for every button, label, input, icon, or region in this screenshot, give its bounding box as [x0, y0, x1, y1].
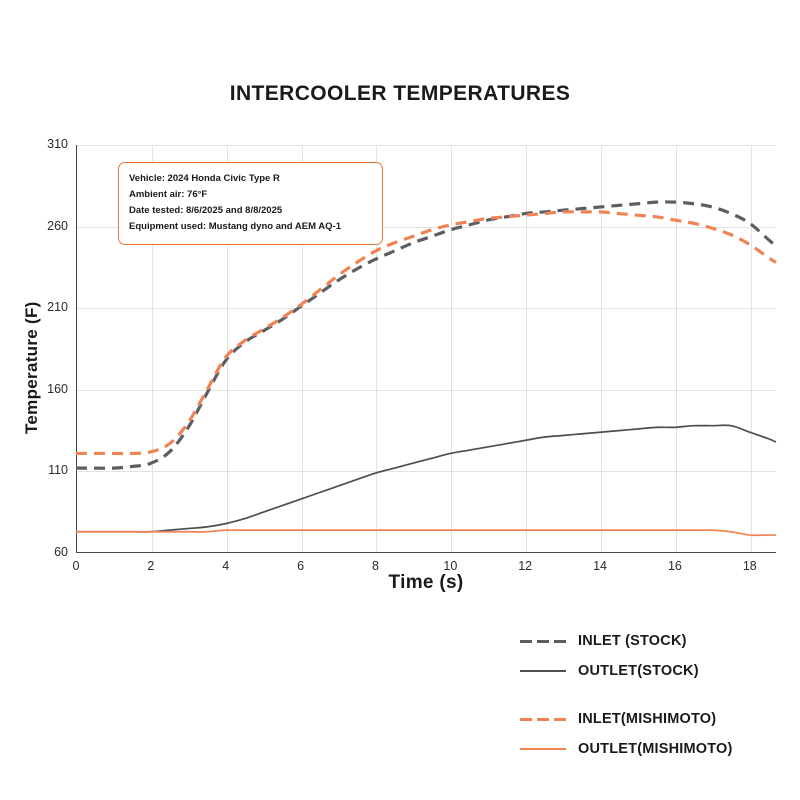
gridline-horizontal	[77, 471, 776, 472]
x-tick-label: 16	[667, 559, 682, 573]
gridline-vertical	[676, 145, 677, 552]
legend-label: INLET(MISHIMOTO)	[578, 711, 717, 727]
legend-swatch-icon	[520, 634, 566, 648]
legend-item[interactable]	[520, 658, 790, 684]
annotation-line: Date tested: 8/6/2025 and 8/8/2025	[129, 205, 283, 216]
x-tick-label: 0	[72, 559, 80, 573]
y-tick-label: 60	[54, 545, 68, 559]
legend-label: OUTLET(MISHIMOTO)	[578, 741, 733, 757]
annotation-line: Equipment used: Mustang dyno and AEM AQ-1	[129, 221, 341, 232]
x-tick-label: 10	[443, 559, 458, 573]
legend-swatch-icon	[520, 712, 566, 726]
x-tick-label: 4	[222, 559, 230, 573]
y-axis-title: Temperature (F)	[22, 301, 41, 434]
y-tick-label: 160	[47, 381, 68, 396]
gridline-vertical	[526, 145, 527, 552]
legend-swatch-icon	[520, 742, 566, 756]
x-axis-title: Time (s)	[388, 572, 464, 593]
legend-label: OUTLET(STOCK)	[578, 663, 699, 679]
legend-item[interactable]	[520, 628, 790, 654]
annotation-line: Ambient air: 76°F	[129, 189, 208, 200]
x-tick-label: 8	[371, 559, 379, 573]
y-tick-label: 310	[47, 137, 68, 151]
x-tick-label: 6	[297, 559, 305, 573]
y-tick-label: 110	[48, 463, 68, 478]
x-tick-label: 2	[147, 559, 155, 573]
x-tick-label: 14	[593, 559, 608, 573]
legend-item[interactable]	[520, 736, 790, 762]
chart-legend	[520, 628, 790, 766]
gridline-horizontal	[77, 308, 776, 309]
y-tick-label: 210	[47, 300, 68, 315]
gridline-vertical	[751, 145, 752, 552]
x-tick-label: 18	[742, 559, 757, 573]
chart-title: INTERCOOLER TEMPERATURES	[229, 82, 571, 105]
legend-item[interactable]	[520, 706, 790, 732]
legend-label: INLET (STOCK)	[578, 633, 687, 649]
gridline-vertical	[601, 145, 602, 552]
annotation-box	[118, 162, 383, 245]
gridline-horizontal	[77, 390, 776, 391]
y-tick-label: 260	[47, 218, 68, 233]
legend-swatch-icon	[520, 664, 566, 678]
x-tick-label: 12	[518, 559, 533, 573]
annotation-line: Vehicle: 2024 Honda Civic Type R	[129, 173, 280, 184]
gridline-vertical	[451, 145, 452, 552]
gridline-horizontal	[77, 145, 776, 146]
